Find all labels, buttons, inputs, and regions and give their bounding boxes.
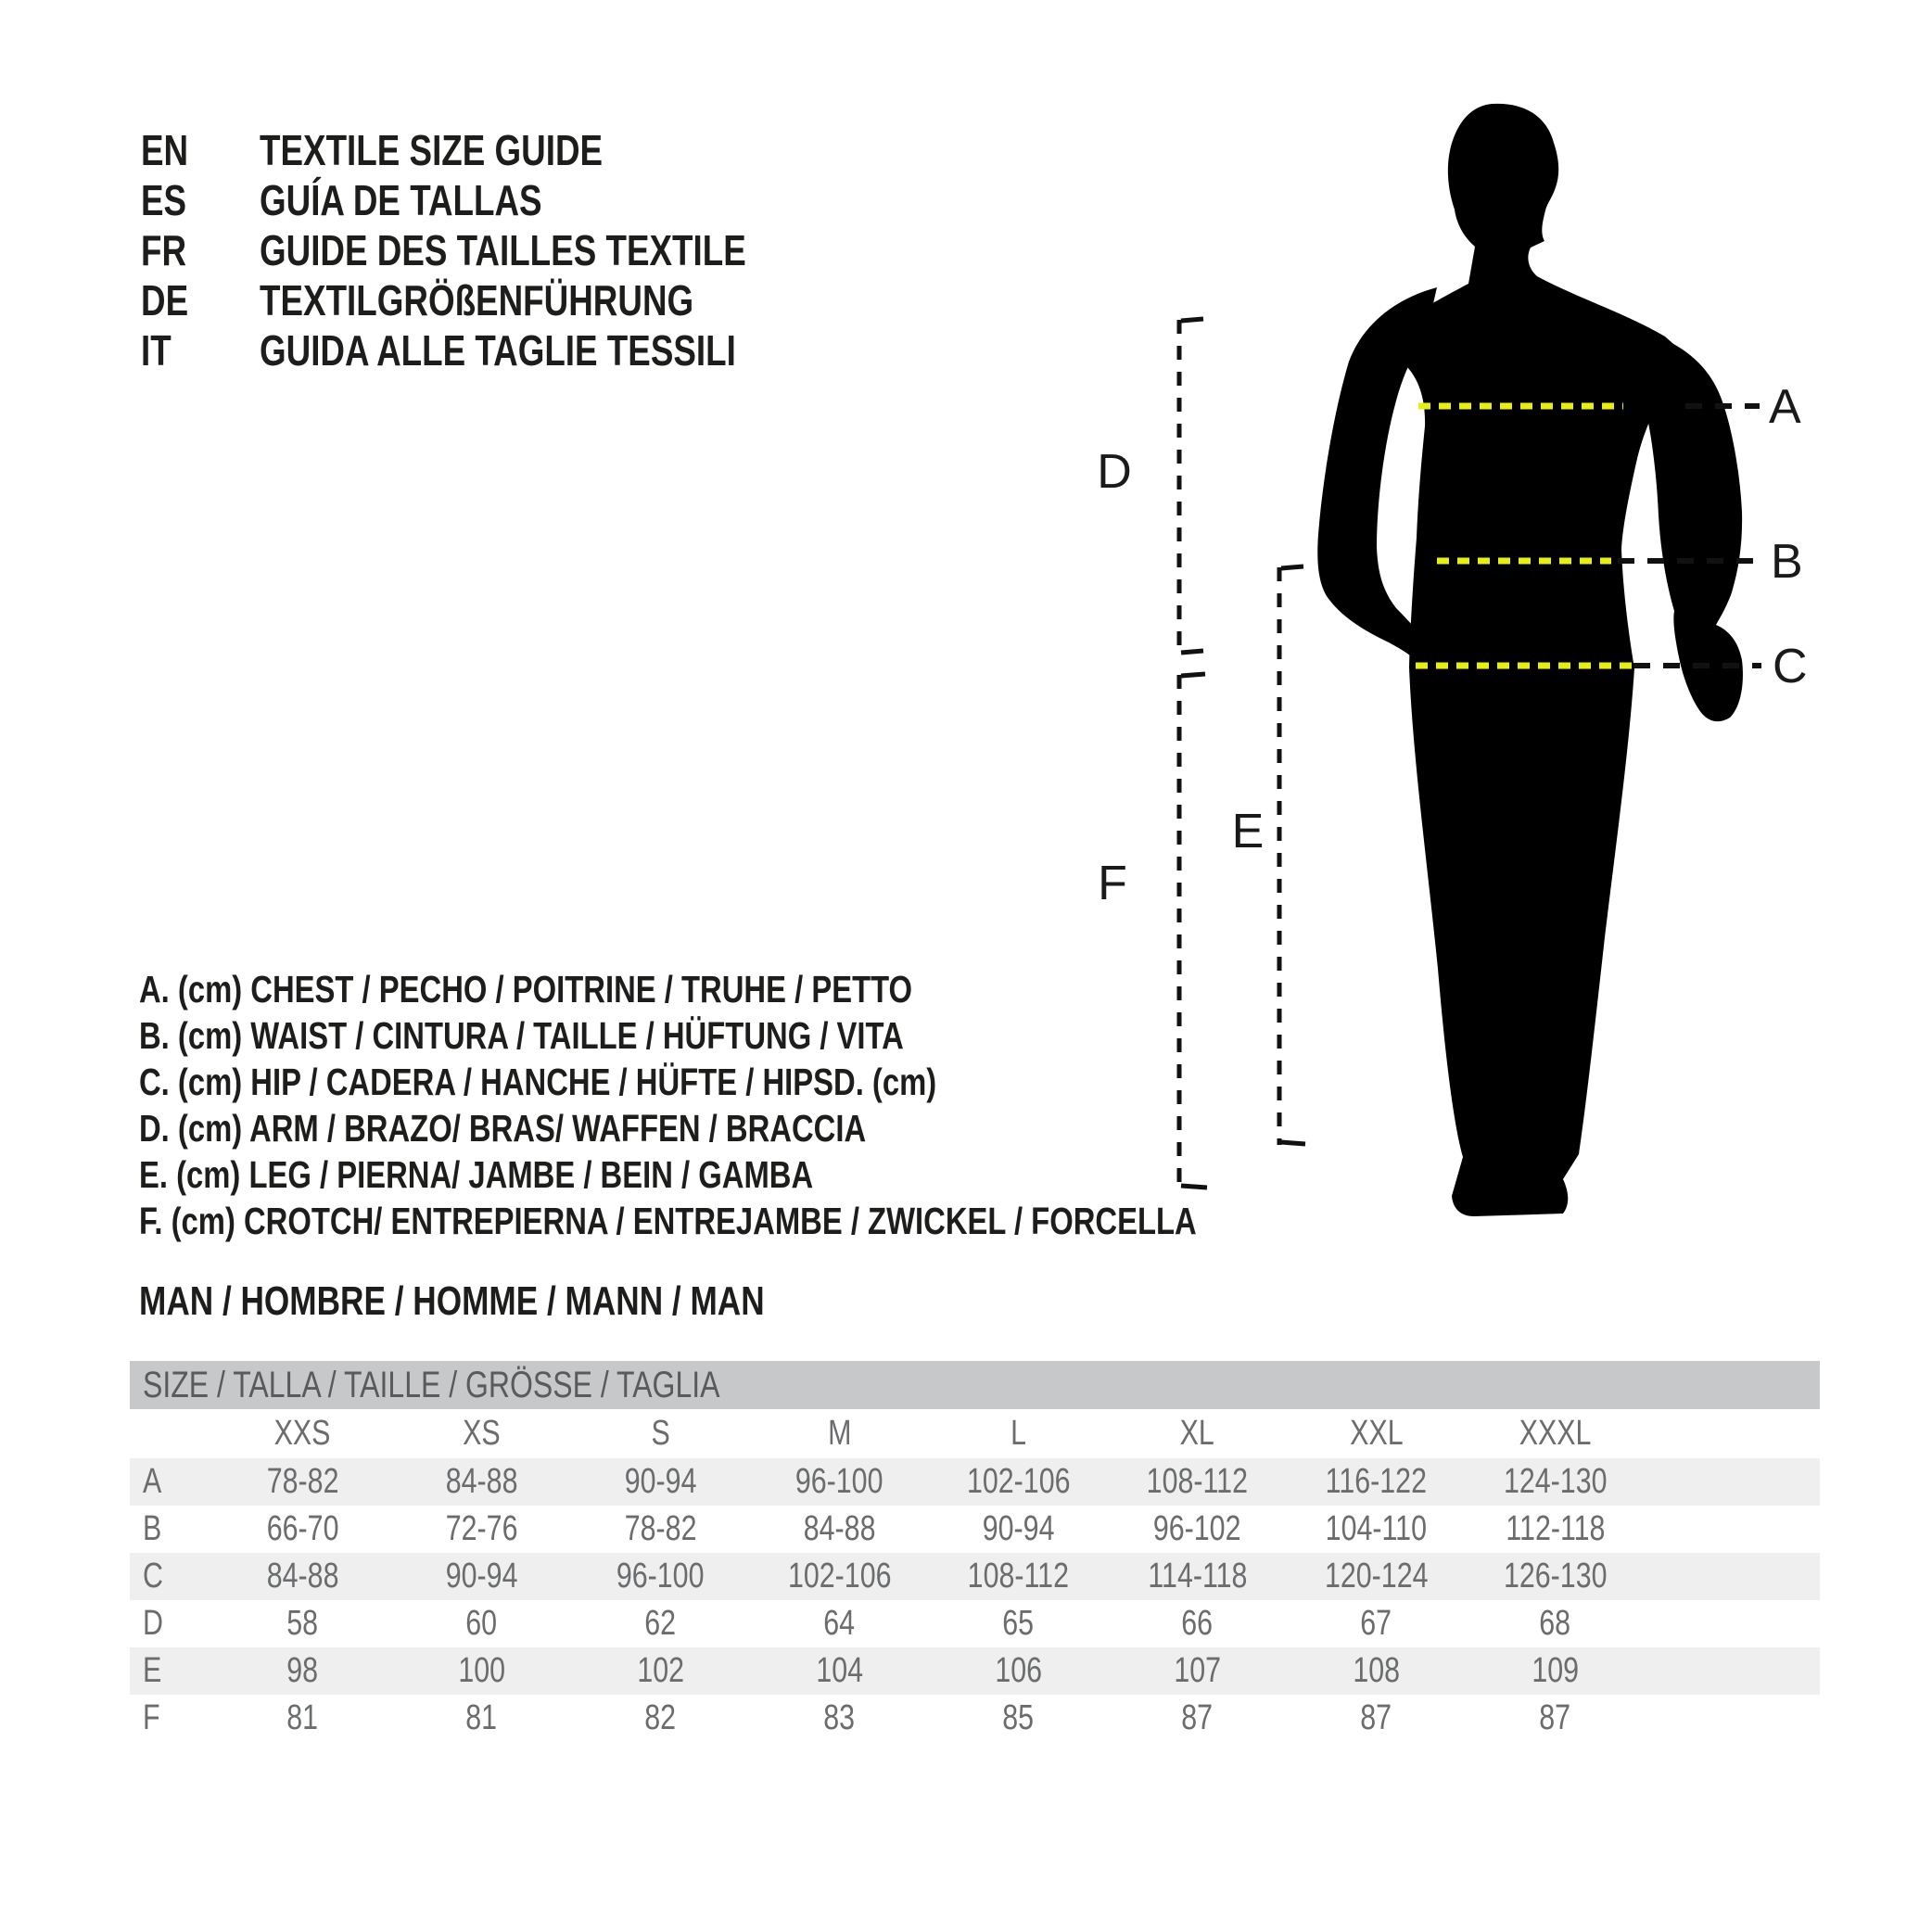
legend-crotch: F. (cm) CROTCH/ ENTREPIERNA / ENTREJAMBE / ZWICKEL / FORCELLA: [139, 1200, 1197, 1242]
label-arm: D: [1097, 445, 1132, 499]
cell: 98: [286, 1651, 319, 1690]
cell: 78-82: [624, 1509, 697, 1548]
cell: 109: [1532, 1651, 1579, 1690]
size-col-xxxl: XXXL: [1519, 1414, 1592, 1453]
table-row-d: [130, 1600, 1820, 1647]
size-col-s: S: [651, 1414, 670, 1453]
cell: 81: [286, 1698, 319, 1737]
cell: 83: [823, 1698, 856, 1737]
label-crotch: F: [1098, 857, 1127, 910]
row-label: A: [143, 1462, 162, 1501]
lang-code: EN: [141, 126, 189, 174]
cell: 85: [1002, 1698, 1035, 1737]
row-label: F: [143, 1698, 160, 1737]
cell: 112-118: [1505, 1509, 1606, 1548]
cell: 67: [1360, 1604, 1392, 1643]
table-row-a: [130, 1458, 1820, 1506]
language-title-block: [141, 125, 868, 375]
cell: 87: [1539, 1698, 1571, 1737]
lang-code: ES: [141, 176, 187, 224]
cell: 124-130: [1503, 1462, 1608, 1501]
cell: 108-112: [967, 1557, 1070, 1595]
cell: 84-88: [445, 1462, 518, 1501]
lang-row-es: [141, 175, 868, 225]
table-row-b: [130, 1506, 1820, 1553]
cell: 120-124: [1324, 1557, 1429, 1595]
cell: 72-76: [445, 1509, 518, 1548]
cell: 60: [465, 1604, 498, 1643]
cell: 96-100: [795, 1462, 883, 1501]
cell: 58: [286, 1604, 319, 1643]
size-col-xs: XS: [463, 1414, 501, 1453]
category-line: MAN / HOMBRE / HOMME / MANN / MAN: [139, 1278, 765, 1324]
cell: 90-94: [445, 1557, 518, 1595]
lang-row-it: [141, 325, 868, 375]
cell: 90-94: [982, 1509, 1055, 1548]
size-col-m: M: [827, 1414, 852, 1453]
lang-row-en: [141, 125, 868, 175]
cell: 87: [1181, 1698, 1214, 1737]
cell: 66: [1181, 1604, 1214, 1643]
size-col-xl: XL: [1179, 1414, 1215, 1453]
size-col-l: L: [1010, 1414, 1026, 1453]
lang-title: GUÍA DE TALLAS: [260, 176, 542, 224]
cell: 81: [465, 1698, 498, 1737]
label-leg: E: [1231, 805, 1265, 858]
lang-row-fr: [141, 225, 868, 275]
legend-hip: C. (cm) HIP / CADERA / HANCHE / HÜFTE / HIPSD. (cm): [139, 1061, 937, 1103]
cell: 104-110: [1325, 1509, 1428, 1548]
row-label: D: [143, 1604, 163, 1643]
lang-code: DE: [141, 276, 189, 324]
label-chest: A: [1769, 380, 1801, 434]
cell: 108-112: [1146, 1462, 1249, 1501]
cell: 62: [644, 1604, 677, 1643]
cell: 126-130: [1503, 1557, 1608, 1595]
cell: 84-88: [266, 1557, 339, 1595]
cell: 116-122: [1325, 1462, 1428, 1501]
legend-arm: D. (cm) ARM / BRAZO/ BRAS/ WAFFEN / BRACCIA: [139, 1107, 867, 1150]
leg-line-top-tick: [1281, 566, 1303, 568]
cell: 68: [1539, 1604, 1571, 1643]
cell: 87: [1360, 1698, 1392, 1737]
cell: 90-94: [624, 1462, 697, 1501]
lang-row-de: [141, 275, 868, 325]
row-label: E: [143, 1651, 162, 1690]
cell: 104: [816, 1651, 863, 1690]
silhouette-right-arm: [1636, 329, 1743, 721]
legend-leg: E. (cm) LEG / PIERNA/ JAMBE / BEIN / GAMBA: [139, 1153, 814, 1196]
lang-title: TEXTILE SIZE GUIDE: [260, 126, 604, 174]
size-col-xxs: XXS: [274, 1414, 331, 1453]
lang-title: TEXTILGRÖßENFÜHRUNG: [260, 276, 694, 324]
size-table: [130, 1361, 1820, 1742]
lang-code: FR: [141, 226, 187, 274]
cell: 100: [458, 1651, 505, 1690]
cell: 65: [1002, 1604, 1035, 1643]
size-col-xxl: XXL: [1349, 1414, 1404, 1453]
legend-waist: B. (cm) WAIST / CINTURA / TAILLE / HÜFTUNG / VITA: [139, 1014, 904, 1057]
cell: 102-106: [787, 1557, 892, 1595]
cell: 84-88: [803, 1509, 876, 1548]
cell: 108: [1353, 1651, 1400, 1690]
row-label: C: [143, 1557, 163, 1595]
cell: 102: [637, 1651, 684, 1690]
lang-title: GUIDA ALLE TAGLIE TESSILI: [260, 326, 736, 375]
cell: 66-70: [266, 1509, 339, 1548]
crotch-line-top-tick: [1181, 674, 1205, 676]
size-table-header: SIZE / TALLA / TAILLE / GRÖSSE / TAGLIA: [130, 1361, 1820, 1409]
cell: 96-100: [616, 1557, 705, 1595]
lang-title: GUIDE DES TAILLES TEXTILE: [260, 226, 746, 274]
arm-line-top-tick: [1181, 319, 1203, 321]
cell: 114-118: [1147, 1557, 1248, 1595]
cell: 78-82: [266, 1462, 339, 1501]
measurement-legend: [139, 966, 1461, 1244]
row-label: B: [143, 1509, 162, 1548]
table-row-c: [130, 1553, 1820, 1600]
label-waist: B: [1771, 535, 1803, 589]
size-columns-row: [130, 1409, 1820, 1458]
cell: 102-106: [966, 1462, 1071, 1501]
lang-code: IT: [141, 326, 172, 375]
cell: 96-102: [1153, 1509, 1241, 1548]
legend-chest: A. (cm) CHEST / PECHO / POITRINE / TRUHE / PETTO: [139, 968, 913, 1010]
arm-line-bottom-tick: [1181, 651, 1203, 653]
label-hip: C: [1773, 640, 1808, 693]
cell: 107: [1174, 1651, 1221, 1690]
table-row-e: [130, 1647, 1820, 1695]
cell: 82: [644, 1698, 677, 1737]
table-row-f: [130, 1695, 1820, 1742]
cell: 106: [995, 1651, 1042, 1690]
cell: 64: [823, 1604, 856, 1643]
